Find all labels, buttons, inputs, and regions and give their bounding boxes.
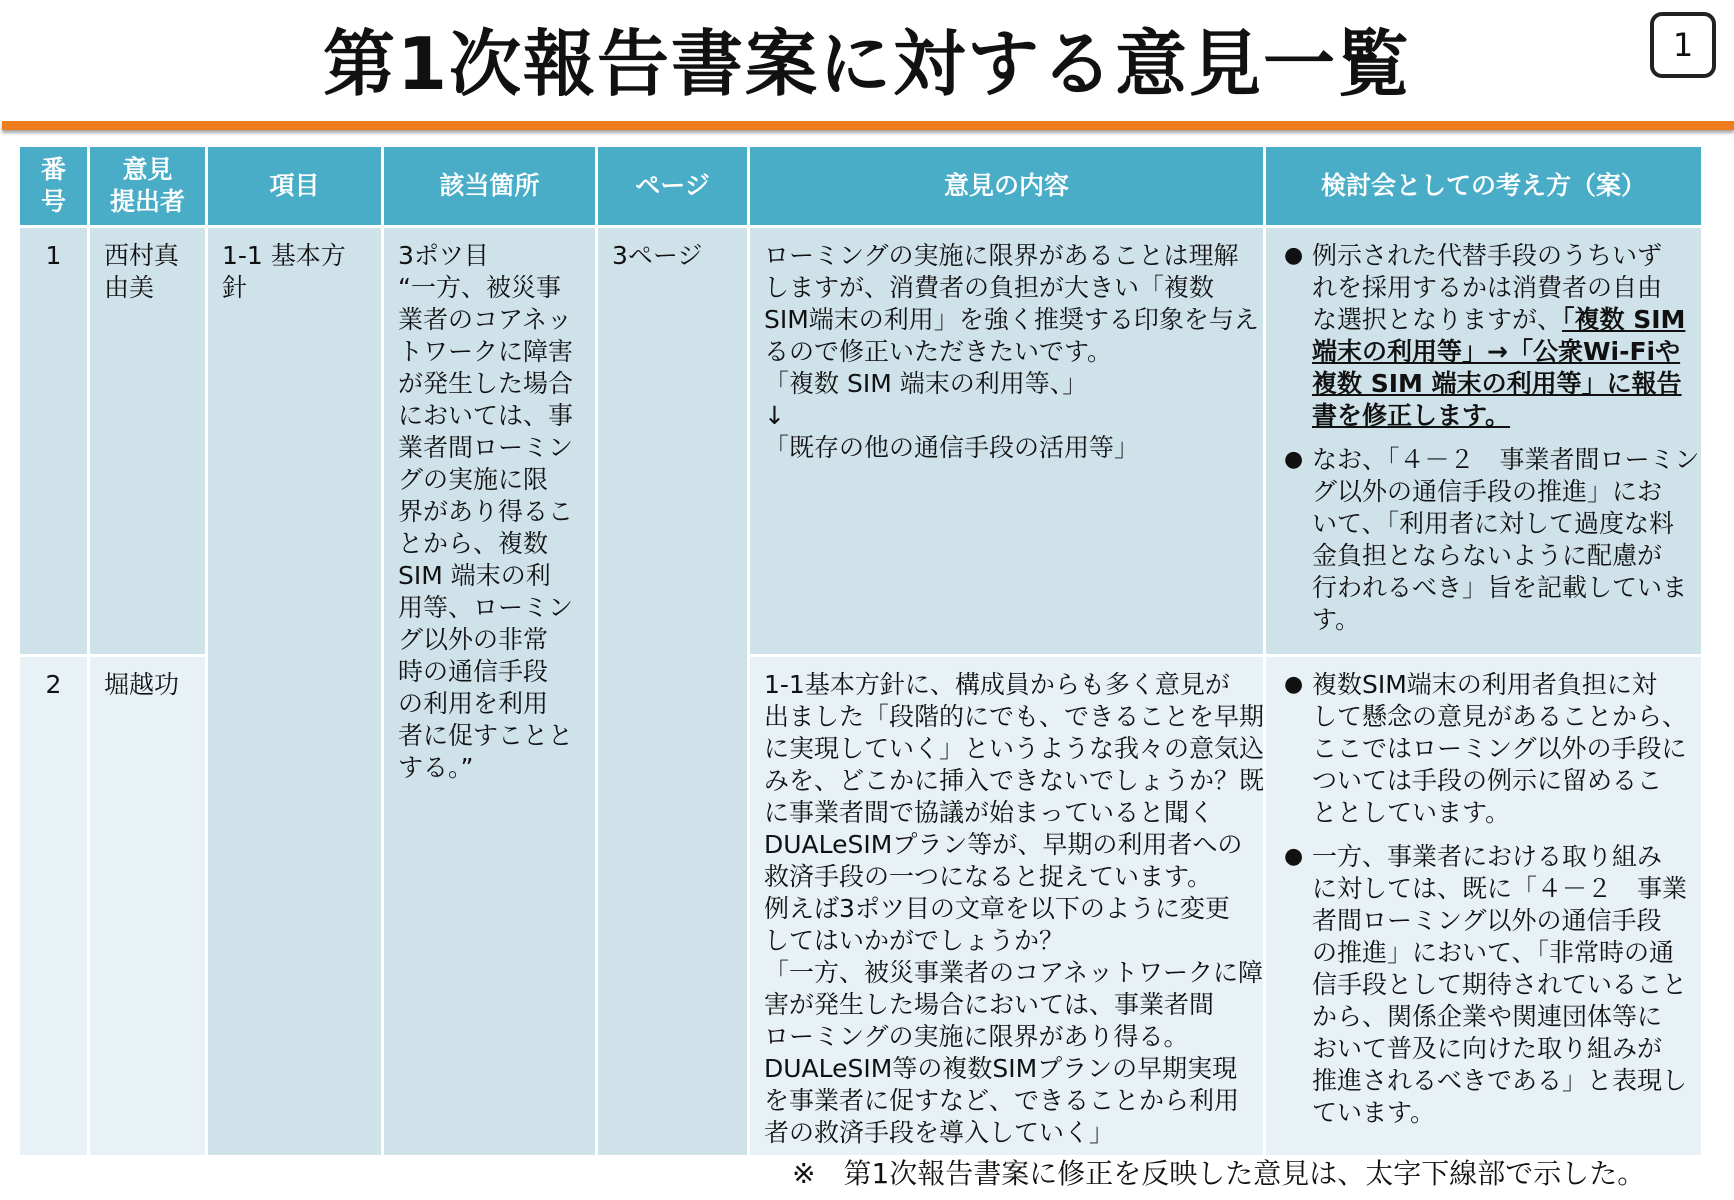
header-opinion: 意見の内容 — [749, 146, 1265, 227]
table-header-row — [19, 146, 1703, 227]
header-item: 項目 — [207, 146, 383, 227]
page-number-badge: 1 — [1650, 12, 1716, 78]
response-cell — [1265, 656, 1703, 1157]
title-divider — [2, 121, 1734, 130]
header-response: 検討会としての考え方（案） — [1265, 146, 1703, 227]
response-bullet: ● 例示された代替手段のうちいず れを採用するかは消費者の自由 な選択となりますが、「複数 SIM 端末の利用等」→「公衆Wi-Fiや 複数 SIM 端末の利用等」に報告 書を修正します。 — [1284, 241, 1686, 430]
header-location: 該当箇所 — [383, 146, 597, 227]
page-cell: 3ページ — [597, 227, 749, 1157]
submitter-cell: 西村真 由美 — [89, 227, 207, 656]
response-bullet: ● 複数SIM端末の利用者負担に対 して懸念の意見があることから、 ここではローミング以外の手段に ついては手段の例示に留めるこ ととしています。 — [1284, 670, 1688, 827]
response-bullet: ● 一方、事業者における取り組み に対しては、既に「４－２ 事業 者間ローミング以外の通信手段 の推進」において、「非常時の通 信手段として期待されていること から、関係企業や関連団体等に おいて普及に向けた取り組みが 推進されるべきである」と表現し ています。 — [1284, 842, 1688, 1127]
footnote: ※ 第1次報告書案に修正を反映した意見は、太字下線部で示した。 — [792, 1157, 1646, 1190]
row-number: 1 — [19, 227, 89, 656]
row-number: 2 — [19, 656, 89, 1157]
item-cell: 1-1 基本方 針 — [207, 227, 383, 1157]
location-cell: 3ポツ目 “一方、被災事 業者のコアネッ トワークに障害 が発生した場合 においては、事 業者間ローミン グの実施に限 界があり得るこ とから、複数 SIM 端末の利 用等、ローミン グ以外の非常 時の通信手段 の利用を利用 者に促すことと する。” — [383, 227, 597, 1157]
revision-text: 端末の利用等」→「公衆Wi-Fiや — [1312, 337, 1681, 366]
page-title: 第1次報告書案に対する意見一覧 — [322, 22, 1412, 106]
header-page: ページ — [597, 146, 749, 227]
bullet-icon: ● — [1284, 844, 1304, 869]
bullet-icon: ● — [1284, 672, 1304, 697]
revision-text: 「複数 SIM — [1562, 305, 1686, 334]
response-bullets — [1280, 240, 1700, 636]
header-submitter: 意見 提出者 — [89, 146, 207, 227]
header-number: 番 号 — [19, 146, 89, 227]
bullet-icon: ● — [1284, 243, 1304, 268]
response-bullet: ● なお、「４－２ 事業者間ローミン グ以外の通信手段の推進」にお いて、「利用者に対して過度な料 金負担とならないように配慮が 行われるべき」旨を記載していま す。 — [1284, 445, 1700, 634]
opinion-table — [17, 144, 1704, 1158]
revision-text: 書を修正します。 — [1312, 401, 1511, 430]
opinion-cell: 1-1基本方針に、構成員からも多く意見が 出ました「段階的にでも、できることを早期 に実現していく」というような我々の意気込 みを、どこかに挿入できないでしょうか？既 に事業者間で協議が始まっていると聞く DUALeSIMプラン等が、早期の利用者への 救済手段の一つになると捉えています。 例えば3ポツ目の文章を以下のように変更 してはいかがでしょうか？ 「一方、被災事業者のコアネットワークに障 害が発生した場合においては、事業者間 ローミングの実施に限界があり得る。 DUALeSIM等の複数SIMプランの早期実現 を事業者に促すなど、できることから利用 者の救済手段を導入していく」 — [749, 656, 1265, 1157]
revision-text: 複数 SIM 端末の利用等」に報告 — [1312, 369, 1682, 398]
response-cell — [1265, 227, 1703, 656]
bullet-icon: ● — [1284, 447, 1304, 472]
response-bullets — [1280, 669, 1687, 1129]
opinion-cell: ローミングの実施に限界があることは理解 しますが、消費者の負担が大きい「複数 SIM端末の利用」を強く推奨する印象を与え るので修正いただきたいです。 「複数 SIM 端末の利用等、」 ↓ 「既存の他の通信手段の活用等」 — [749, 227, 1265, 656]
table-row — [19, 227, 1703, 656]
submitter-cell: 堀越功 — [89, 656, 207, 1157]
